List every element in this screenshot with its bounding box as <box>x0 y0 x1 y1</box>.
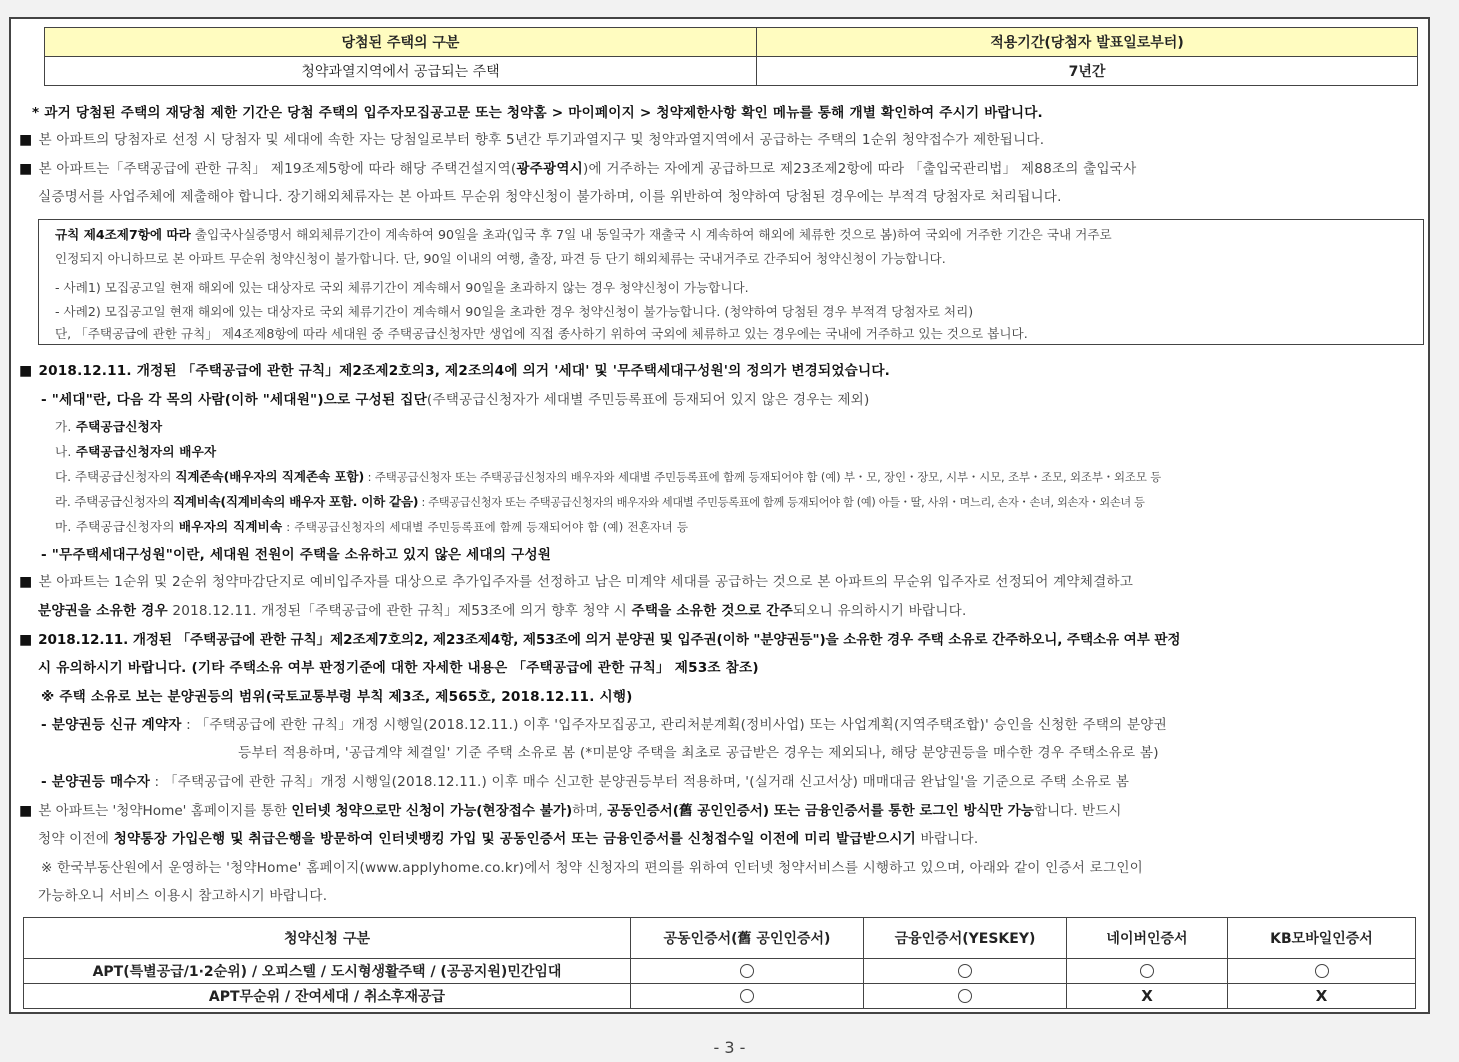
box-line: - 사례1) 모집공고일 현재 해외에 있는 대상자로 국외 체류기간이 계속해서 90일을 초과하지 않는 경우 청약신청이 가능합니다. <box>55 280 749 295</box>
household-definition: - "세대"란, 다음 각 목의 사람(이하 "세대원")으로 구성된 집단(주택공급신청자가 세대별 주민등록표에 등재되어 있지 않은 경우는 제외) <box>41 392 870 408</box>
no-house-definition: - "무주택세대구성원"이란, 세대원 전원이 주택을 소유하고 있지 않은 세대의 구성원 <box>41 547 552 563</box>
applyhome-note-continued: 가능하오니 서비스 이용시 참고하시기 바랍니다. <box>38 888 328 904</box>
availability-cell <box>1228 984 1416 1009</box>
table-header-cell: 공동인증서(舊 공인인증서) <box>631 918 864 959</box>
availability-cell <box>864 984 1067 1009</box>
square-bullet-icon: ■ <box>19 574 33 590</box>
household-item-na: 나. 주택공급신청자의 배우자 <box>55 444 217 459</box>
online-application-continued: 청약 이전에 청약통장 가입은행 및 취급은행을 방문하여 인터넷뱅킹 가입 및 공동인증서 또는 금융인증서를 신청접수일 이전에 미리 발급받으시기 바랍니다. <box>38 831 979 847</box>
household-item-ra: 라. 주택공급신청자의 직계비속(직계비속의 배우자 포함. 이하 같음) : 주택공급신청자 또는 주택공급신청자의 배우자와 세대별 주민등록표에 함께 등재되어야 함 (예) 아들・딸, 사위・며느리, 손자・손녀, 외손자・외손녀 등 <box>55 494 1145 509</box>
box-line: 단, 「주택공급에 관한 규칙」 제4조제8항에 따라 세대원 중 주택공급신청자만 생업에 직접 종사하기 위하여 국외에 체류하고 있는 경우에는 국내에 거주하고 있는 것으로 봅니다. <box>55 326 1028 341</box>
table-header-cell: KB모바일인증서 <box>1228 918 1416 959</box>
table-row-label: APT(특별공급/1·2순위) / 오피스텔 / 도시형생활주택 / (공공지원)민간임대 <box>24 959 631 984</box>
circle-icon <box>958 989 972 1003</box>
paragraph-3: ■ 본 아파트는 1순위 및 2순위 청약마감단지로 예비입주자를 대상으로 추가입주자를 선정하고 남은 미계약 세대를 공급하는 것으로 본 아파트의 무순위 입주자로 선정되어 계약체결하고 <box>19 574 1134 590</box>
box-line: 규칙 제4조제7항에 따라 출입국사실증명서 해외체류기간이 계속하여 90일을 초과(입국 후 7일 내 동일국가 재출국 시 계속하여 해외에 체류한 것으로 봄)하여 국외에 거주한 기간은 국내 거주로 <box>55 227 1112 242</box>
availability-cell <box>1067 984 1228 1009</box>
table-header-cell: 네이버인증서 <box>1067 918 1228 959</box>
paragraph-2-continued: 실증명서를 사업주체에 제출해야 합니다. 장기해외체류자는 본 아파트 무순위 청약신청이 불가하며, 이를 위반하여 청약하여 당첨된 경우에는 부적격 당첨자로 처리됩니다. <box>38 189 1062 205</box>
table-cell: 청약과열지역에서 공급되는 주택 <box>45 57 757 86</box>
square-bullet-icon: ■ <box>19 161 33 177</box>
square-bullet-icon: ■ <box>19 132 33 148</box>
availability-cell <box>631 984 864 1009</box>
buyer-line: - 분양권등 매수자 : 「주택공급에 관한 규칙」개정 시행일(2018.12.11.) 이후 매수 신고한 분양권등부터 적용하며, '(실거래 신고서상) 매매대금 완납일'을 기준으로 주택 소유로 봄 <box>41 774 1130 790</box>
circle-icon <box>740 964 754 978</box>
certificate-login-table <box>23 917 1416 1009</box>
circle-icon <box>958 964 972 978</box>
ownership-scope-note: ※ 주택 소유로 보는 분양권등의 범위(국토교통부령 부칙 제3조, 제565호, 2018.12.11. 시행) <box>41 689 633 705</box>
household-item-da: 다. 주택공급신청자의 직계존속(배우자의 직계존속 포함) : 주택공급신청자 또는 주택공급신청자의 배우자와 세대별 주민등록표에 함께 등재되어야 함 (예) 부・모, 장인・장모, 시부・시모, 조부・조모, 외조부・외조모 등 <box>55 469 1162 484</box>
table-row-label: APT무순위 / 잔여세대 / 취소후재공급 <box>24 984 631 1009</box>
availability-cell <box>631 959 864 984</box>
availability-cell <box>1067 959 1228 984</box>
household-title: ■ 2018.12.11. 개정된 「주택공급에 관한 규칙」제2조제2호의3, 제2조의4에 의거 '세대' 및 '무주택세대구성원'의 정의가 변경되었습니다. <box>19 363 891 379</box>
table-row <box>24 959 1416 984</box>
table-header-cell: 적용기간(당첨자 발표일로부터) <box>757 28 1418 57</box>
circle-icon <box>1315 964 1329 978</box>
note-star: * 과거 당첨된 주택의 재당첨 제한 기간은 당첨 주택의 입주자모집공고문 또는 청약홈 > 마이페이지 > 청약제한사항 확인 메뉴를 통해 개별 확인하여 주시기 바랍니다. <box>32 105 1043 121</box>
overseas-residence-box <box>38 219 1424 345</box>
household-item-ga: 가. 주택공급신청자 <box>55 419 163 434</box>
square-bullet-icon: ■ <box>19 363 33 379</box>
availability-cell <box>864 959 1067 984</box>
square-bullet-icon: ■ <box>19 803 33 819</box>
x-mark: X <box>1315 987 1328 1005</box>
circle-icon <box>740 989 754 1003</box>
box-line: - 사례2) 모집공고일 현재 해외에 있는 대상자로 국외 체류기간이 계속해서 90일을 초과한 경우 청약신청이 불가능합니다. (청약하여 당첨된 경우 부적격 당첨자로 처리) <box>55 304 974 319</box>
paragraph-4: ■ 2018.12.11. 개정된 「주택공급에 관한 규칙」제2조제7호의2, 제23조제4항, 제53조에 의거 분양권 및 입주권(이하 "분양권등")을 소유한 경우 주택 소유로 간주하오니, 주택소유 여부 판정 <box>19 632 1181 648</box>
table-row <box>24 984 1416 1009</box>
table-header-cell: 청약신청 구분 <box>24 918 631 959</box>
circle-icon <box>1140 964 1154 978</box>
table-header-cell: 당첨된 주택의 구분 <box>45 28 757 57</box>
page-number: - 3 - <box>713 1038 746 1057</box>
applyhome-note: ※ 한국부동산원에서 운영하는 '청약Home' 홈페이지(www.applyhome.co.kr)에서 청약 신청자의 편의를 위하여 인터넷 청약서비스를 시행하고 있으며, 아래와 같이 인증서 로그인이 <box>41 860 1143 876</box>
paragraph-3-continued: 분양권을 소유한 경우 2018.12.11. 개정된「주택공급에 관한 규칙」제53조에 의거 향후 청약 시 주택을 소유한 것으로 간주되오니 유의하시기 바랍니다. <box>38 603 967 619</box>
winning-housing-table <box>44 27 1418 86</box>
paragraph-1: ■ 본 아파트의 당첨자로 선정 시 당첨자 및 세대에 속한 자는 당첨일로부터 향후 5년간 투기과열지구 및 청약과열지역에서 공급하는 주택의 1순위 청약접수가 제한됩니다. <box>19 132 1045 148</box>
square-bullet-icon: ■ <box>19 632 33 648</box>
new-contractor-line: - 분양권등 신규 계약자 : 「주택공급에 관한 규칙」개정 시행일(2018.12.11.) 이후 '입주자모집공고, 관리처분계획(정비사업) 또는 사업계획(지역주택조합)' 승인을 신청한 주택의 분양권 <box>41 717 1167 733</box>
paragraph-2: ■ 본 아파트는「주택공급에 관한 규칙」 제19조제5항에 따라 해당 주택건설지역(광주광역시)에 거주하는 자에게 공급하므로 제23조제2항에 따라 「출입국관리법」 제88조의 출입국사 <box>19 161 1137 177</box>
box-line: 인정되지 아니하므로 본 아파트 무순위 청약신청이 불가합니다. 단, 90일 이내의 여행, 출장, 파견 등 단기 해외체류는 국내거주로 간주되어 청약신청이 가능합니다. <box>55 251 946 266</box>
x-mark: X <box>1141 987 1153 1005</box>
paragraph-4-continued: 시 유의하시기 바랍니다. (기타 주택소유 여부 판정기준에 대한 자세한 내용은 「주택공급에 관한 규칙」 제53조 참조) <box>38 660 759 676</box>
document-page <box>9 17 1430 1014</box>
table-cell: 7년간 <box>757 57 1418 86</box>
household-item-ma: 마. 주택공급신청자의 배우자의 직계비속 : 주택공급신청자의 세대별 주민등록표에 함께 등재되어야 함 (예) 전혼자녀 등 <box>55 519 689 534</box>
availability-cell <box>1228 959 1416 984</box>
table-header-cell: 금융인증서(YESKEY) <box>864 918 1067 959</box>
new-contractor-continued: 등부터 적용하며, '공급계약 체결일' 기준 주택 소유로 봄 (*미분양 주택을 최초로 공급받은 경우는 제외되나, 해당 분양권등을 매수한 경우 주택소유로 봄) <box>238 745 1159 761</box>
online-application-line: ■ 본 아파트는 '청약Home' 홈페이지를 통한 인터넷 청약으로만 신청이 가능(현장접수 불가)하며, 공동인증서(舊 공인인증서) 또는 금융인증서를 통한 로그인 방식만 가능합니다. 반드시 <box>19 803 1122 819</box>
